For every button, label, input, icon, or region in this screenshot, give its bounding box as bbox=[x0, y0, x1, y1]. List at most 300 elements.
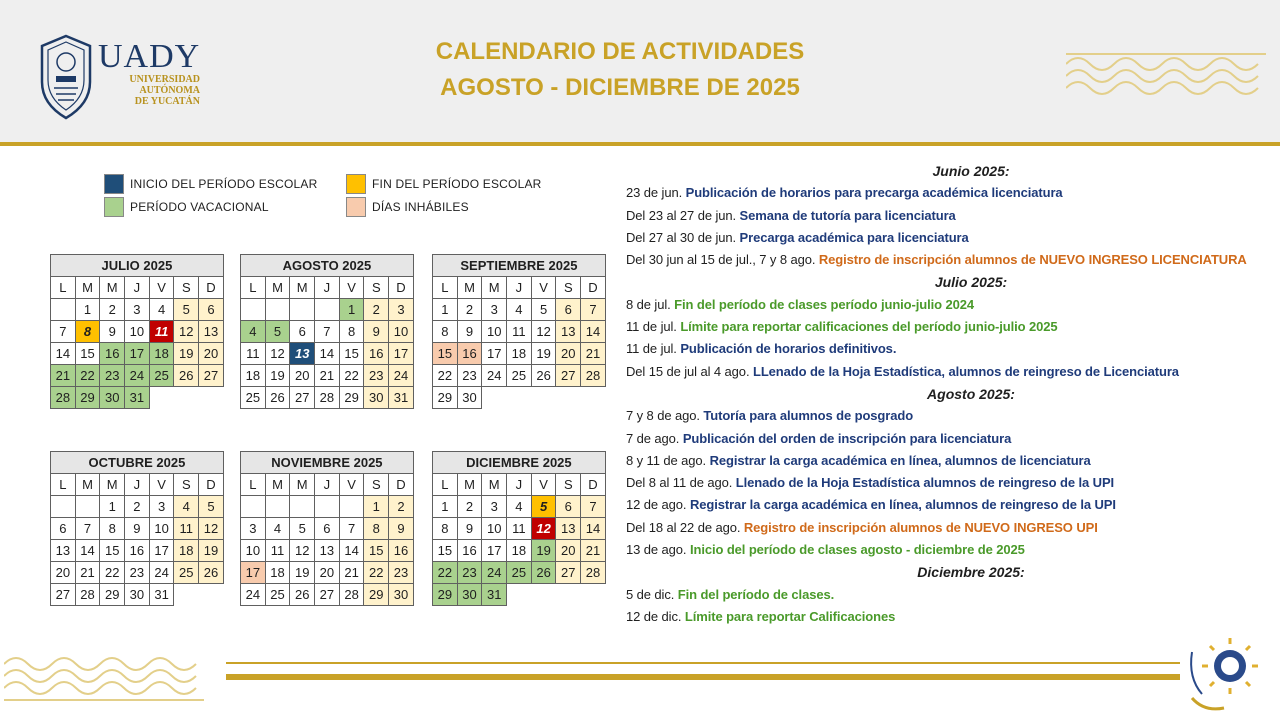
calendar-empty-cell bbox=[241, 299, 266, 321]
calendar-day: 31 bbox=[389, 387, 414, 409]
event-item bbox=[626, 450, 1276, 472]
calendar-day: 19 bbox=[174, 343, 199, 365]
calendar-6 bbox=[432, 451, 606, 606]
weekday-header: S bbox=[364, 474, 389, 496]
calendar-day: 9 bbox=[389, 518, 414, 540]
event-item bbox=[626, 494, 1276, 516]
weekday-header: V bbox=[531, 474, 556, 496]
header-divider bbox=[0, 142, 1280, 146]
calendar-day: 11 bbox=[507, 518, 532, 540]
calendar-day: 19 bbox=[265, 365, 290, 387]
event-description: Tutoría para alumnos de posgrado bbox=[703, 408, 914, 424]
event-description: Registrar la carga académica en línea, alumnos de reingreso de la UPI bbox=[689, 497, 1116, 513]
calendar-day: 31 bbox=[482, 584, 507, 606]
calendar-day: 29 bbox=[433, 584, 458, 606]
calendar-day: 6 bbox=[199, 299, 224, 321]
calendar-day: 2 bbox=[100, 299, 125, 321]
calendar-empty-cell bbox=[149, 387, 174, 409]
weekday-header: M bbox=[75, 277, 100, 299]
calendar-day: 9 bbox=[364, 321, 389, 343]
calendar-day: 8 bbox=[75, 321, 100, 343]
calendar-day: 25 bbox=[174, 562, 199, 584]
event-date: 5 de dic. bbox=[626, 586, 675, 602]
calendar-day: 7 bbox=[315, 321, 340, 343]
calendar-day: 6 bbox=[315, 518, 340, 540]
calendar-day: 3 bbox=[482, 496, 507, 518]
event-date: Del 15 de jul al 4 ago. bbox=[626, 363, 750, 379]
calendar-day: 27 bbox=[51, 584, 76, 606]
weekday-header: S bbox=[556, 474, 581, 496]
calendar-day: 5 bbox=[265, 321, 290, 343]
calendar-day: 9 bbox=[457, 518, 482, 540]
calendar-day: 24 bbox=[125, 365, 150, 387]
calendar-day: 24 bbox=[149, 562, 174, 584]
title-line-2: AGOSTO - DICIEMBRE DE 2025 bbox=[440, 74, 800, 101]
calendar-empty-cell bbox=[556, 387, 581, 409]
calendar-day: 7 bbox=[581, 496, 606, 518]
calendar-day: 13 bbox=[556, 518, 581, 540]
weekday-header: M bbox=[75, 474, 100, 496]
calendar-day: 17 bbox=[149, 540, 174, 562]
calendar-day: 21 bbox=[581, 540, 606, 562]
calendar-day: 25 bbox=[241, 387, 266, 409]
calendar-day: 21 bbox=[581, 343, 606, 365]
calendar-day: 17 bbox=[125, 343, 150, 365]
calendar-day: 21 bbox=[339, 562, 364, 584]
event-item bbox=[626, 405, 1276, 427]
calendar-empty-cell bbox=[290, 299, 315, 321]
calendar-day: 1 bbox=[433, 299, 458, 321]
calendar-day: 6 bbox=[51, 518, 76, 540]
calendar-day: 27 bbox=[556, 365, 581, 387]
calendar-day: 13 bbox=[290, 343, 315, 365]
calendar-day: 11 bbox=[241, 343, 266, 365]
event-description: Límite para reportar Calificaciones bbox=[684, 608, 896, 624]
calendar-day: 4 bbox=[507, 496, 532, 518]
calendar-day: 15 bbox=[364, 540, 389, 562]
calendar-day: 22 bbox=[364, 562, 389, 584]
calendar-day: 30 bbox=[125, 584, 150, 606]
event-description: Publicación de horarios para precarga académica licenciatura bbox=[685, 185, 1063, 201]
event-item bbox=[626, 182, 1276, 204]
calendar-day: 2 bbox=[125, 496, 150, 518]
calendar-day: 16 bbox=[389, 540, 414, 562]
weekday-header: D bbox=[199, 277, 224, 299]
calendar-day: 25 bbox=[507, 562, 532, 584]
calendar-day: 17 bbox=[241, 562, 266, 584]
calendar-day: 5 bbox=[290, 518, 315, 540]
calendar-day: 28 bbox=[581, 365, 606, 387]
event-description: Publicación de horarios definitivos. bbox=[680, 341, 897, 357]
facultad-ingenieria-seal-logo bbox=[1184, 628, 1268, 712]
calendar-day: 23 bbox=[457, 562, 482, 584]
calendar-day: 27 bbox=[315, 584, 340, 606]
event-item bbox=[626, 294, 1276, 316]
calendar-day: 11 bbox=[174, 518, 199, 540]
calendar-day: 24 bbox=[389, 365, 414, 387]
events-list bbox=[626, 160, 1276, 628]
weekday-header: M bbox=[265, 277, 290, 299]
calendar-day: 16 bbox=[125, 540, 150, 562]
brand-sub-line: UNIVERSIDAD bbox=[129, 74, 200, 85]
calendar-2 bbox=[240, 254, 414, 409]
calendar-day: 2 bbox=[389, 496, 414, 518]
weekday-header: M bbox=[290, 277, 315, 299]
calendar-empty-cell bbox=[507, 584, 532, 606]
calendar-day: 28 bbox=[339, 584, 364, 606]
uady-shield-logo bbox=[36, 32, 96, 122]
calendar-month-title: OCTUBRE 2025 bbox=[51, 452, 224, 474]
calendar-empty-cell bbox=[339, 496, 364, 518]
events-month-heading: Julio 2025: bbox=[934, 274, 1008, 291]
calendar-day: 28 bbox=[51, 387, 76, 409]
calendar-day: 29 bbox=[339, 387, 364, 409]
calendar-month-title: NOVIEMBRE 2025 bbox=[241, 452, 414, 474]
calendar-day: 31 bbox=[149, 584, 174, 606]
calendar-day: 17 bbox=[389, 343, 414, 365]
events-month-heading: Diciembre 2025: bbox=[917, 564, 1025, 581]
event-date: 8 y 11 de ago. bbox=[626, 452, 707, 468]
brand-name: UADY bbox=[98, 38, 201, 75]
calendar-day: 17 bbox=[482, 540, 507, 562]
event-date: 8 de jul. bbox=[626, 296, 671, 312]
calendar-day: 19 bbox=[290, 562, 315, 584]
calendar-day: 2 bbox=[364, 299, 389, 321]
calendar-day: 19 bbox=[531, 343, 556, 365]
calendar-day: 22 bbox=[75, 365, 100, 387]
calendar-day: 15 bbox=[100, 540, 125, 562]
calendar-day: 30 bbox=[457, 387, 482, 409]
event-item bbox=[626, 361, 1276, 383]
event-description: Registro de inscripción alumnos de NUEVO INGRESO UPI bbox=[743, 519, 1098, 535]
calendar-day: 7 bbox=[339, 518, 364, 540]
event-item bbox=[626, 472, 1276, 494]
calendar-day: 17 bbox=[482, 343, 507, 365]
calendar-day: 4 bbox=[149, 299, 174, 321]
calendar-empty-cell bbox=[75, 496, 100, 518]
event-item bbox=[626, 584, 1276, 606]
calendar-day: 12 bbox=[265, 343, 290, 365]
calendar-1 bbox=[50, 254, 224, 409]
calendar-day: 4 bbox=[174, 496, 199, 518]
calendar-month-title: DICIEMBRE 2025 bbox=[433, 452, 606, 474]
weekday-header: L bbox=[433, 474, 458, 496]
calendar-day: 26 bbox=[290, 584, 315, 606]
calendar-day: 16 bbox=[457, 540, 482, 562]
calendar-day: 10 bbox=[482, 518, 507, 540]
calendar-day: 25 bbox=[149, 365, 174, 387]
calendar-5 bbox=[240, 451, 414, 606]
calendar-day: 18 bbox=[507, 343, 532, 365]
calendar-day: 15 bbox=[433, 540, 458, 562]
calendar-day: 5 bbox=[531, 299, 556, 321]
calendar-day: 16 bbox=[457, 343, 482, 365]
calendar-day: 10 bbox=[149, 518, 174, 540]
weekday-header: J bbox=[125, 474, 150, 496]
event-date: 12 de dic. bbox=[626, 608, 682, 624]
event-description: Límite para reportar calificaciones del período junio-julio 2025 bbox=[680, 319, 1058, 335]
calendar-day: 8 bbox=[100, 518, 125, 540]
event-date: 11 de jul. bbox=[626, 341, 677, 357]
calendar-empty-cell bbox=[556, 584, 581, 606]
calendar-day: 5 bbox=[174, 299, 199, 321]
calendar-day: 10 bbox=[125, 321, 150, 343]
calendar-day: 13 bbox=[556, 321, 581, 343]
calendar-day: 19 bbox=[199, 540, 224, 562]
calendar-day: 10 bbox=[389, 321, 414, 343]
calendar-day: 18 bbox=[241, 365, 266, 387]
calendar-day: 14 bbox=[581, 518, 606, 540]
calendar-day: 14 bbox=[51, 343, 76, 365]
event-date: Del 8 al 11 de ago. bbox=[626, 475, 733, 491]
title-line-1: CALENDARIO DE ACTIVIDADES bbox=[435, 38, 805, 65]
calendar-day: 5 bbox=[531, 496, 556, 518]
calendar-day: 7 bbox=[581, 299, 606, 321]
weekday-header: L bbox=[241, 277, 266, 299]
calendar-day: 3 bbox=[241, 518, 266, 540]
calendar-day: 12 bbox=[199, 518, 224, 540]
weekday-header: S bbox=[556, 277, 581, 299]
event-description: Llenado de la Hoja Estadística alumnos de reingreso de la UPI bbox=[735, 475, 1115, 491]
event-description: Semana de tutoría para licenciatura bbox=[739, 207, 956, 223]
event-item bbox=[626, 338, 1276, 360]
legend-swatch bbox=[346, 174, 366, 194]
calendar-day: 14 bbox=[581, 321, 606, 343]
weekday-header: S bbox=[174, 277, 199, 299]
weekday-header: J bbox=[315, 474, 340, 496]
calendar-day: 15 bbox=[75, 343, 100, 365]
footer-divider-thick bbox=[226, 674, 1180, 680]
event-item bbox=[626, 249, 1276, 271]
calendar-day: 22 bbox=[433, 365, 458, 387]
weekday-header: S bbox=[364, 277, 389, 299]
calendar-day: 4 bbox=[265, 518, 290, 540]
event-item bbox=[626, 539, 1276, 561]
calendar-day: 5 bbox=[199, 496, 224, 518]
weekday-header: D bbox=[389, 277, 414, 299]
calendar-day: 1 bbox=[75, 299, 100, 321]
calendar-day: 27 bbox=[199, 365, 224, 387]
calendar-empty-cell bbox=[174, 387, 199, 409]
weekday-header: J bbox=[507, 474, 532, 496]
calendar-day: 30 bbox=[100, 387, 125, 409]
legend-inicio bbox=[104, 174, 317, 194]
calendar-day: 20 bbox=[315, 562, 340, 584]
calendar-day: 13 bbox=[315, 540, 340, 562]
weekday-header: M bbox=[482, 474, 507, 496]
weekday-header: V bbox=[149, 277, 174, 299]
calendar-day: 20 bbox=[290, 365, 315, 387]
brand bbox=[98, 40, 218, 107]
calendar-day: 4 bbox=[507, 299, 532, 321]
calendar-day: 11 bbox=[149, 321, 174, 343]
calendar-empty-cell bbox=[241, 496, 266, 518]
calendar-day: 1 bbox=[433, 496, 458, 518]
calendar-day: 23 bbox=[457, 365, 482, 387]
calendar-day: 10 bbox=[241, 540, 266, 562]
calendar-day: 26 bbox=[199, 562, 224, 584]
calendar-day: 9 bbox=[457, 321, 482, 343]
calendar-day: 1 bbox=[100, 496, 125, 518]
event-description: Precarga académica para licenciatura bbox=[739, 229, 969, 245]
calendar-day: 28 bbox=[581, 562, 606, 584]
calendar-day: 20 bbox=[51, 562, 76, 584]
calendar-month-title: JULIO 2025 bbox=[51, 255, 224, 277]
legend-inhabiles bbox=[346, 197, 469, 217]
calendar-day: 24 bbox=[241, 584, 266, 606]
calendar-day: 7 bbox=[75, 518, 100, 540]
calendar-empty-cell bbox=[265, 299, 290, 321]
event-item bbox=[626, 316, 1276, 338]
calendar-day: 18 bbox=[174, 540, 199, 562]
calendar-day: 14 bbox=[75, 540, 100, 562]
calendar-day: 11 bbox=[507, 321, 532, 343]
calendar-day: 29 bbox=[433, 387, 458, 409]
event-description: Fin del período de clases. bbox=[677, 586, 835, 602]
calendar-day: 23 bbox=[389, 562, 414, 584]
decorative-wave-pattern-icon bbox=[1066, 44, 1266, 98]
event-item bbox=[626, 606, 1276, 628]
calendar-day: 15 bbox=[339, 343, 364, 365]
brand-sub-line: DE YUCATÁN bbox=[134, 96, 200, 107]
event-date: Del 23 al 27 de jun. bbox=[626, 207, 737, 223]
page-title bbox=[330, 34, 910, 106]
calendar-day: 3 bbox=[125, 299, 150, 321]
calendar-day: 12 bbox=[174, 321, 199, 343]
event-item bbox=[626, 428, 1276, 450]
calendar-day: 29 bbox=[364, 584, 389, 606]
calendar-day: 9 bbox=[100, 321, 125, 343]
weekday-header: M bbox=[265, 474, 290, 496]
calendar-day: 21 bbox=[315, 365, 340, 387]
calendar-day: 23 bbox=[100, 365, 125, 387]
calendar-day: 20 bbox=[556, 540, 581, 562]
event-description: Fin del período de clases período junio-julio 2024 bbox=[674, 296, 974, 312]
calendar-day: 13 bbox=[199, 321, 224, 343]
calendar-day: 10 bbox=[482, 321, 507, 343]
weekday-header: M bbox=[482, 277, 507, 299]
event-item bbox=[626, 227, 1276, 249]
event-item bbox=[626, 517, 1276, 539]
legend-label: DÍAS INHÁBILES bbox=[372, 200, 469, 214]
weekday-header: J bbox=[125, 277, 150, 299]
brand-sub-line: AUTÓNOMA bbox=[139, 85, 200, 96]
calendar-day: 23 bbox=[364, 365, 389, 387]
calendar-day: 30 bbox=[364, 387, 389, 409]
weekday-header: M bbox=[457, 474, 482, 496]
calendar-day: 6 bbox=[290, 321, 315, 343]
calendar-day: 25 bbox=[265, 584, 290, 606]
calendar-day: 13 bbox=[51, 540, 76, 562]
legend-swatch bbox=[346, 197, 366, 217]
legend-label: PERÍODO VACACIONAL bbox=[130, 200, 269, 214]
calendar-day: 4 bbox=[241, 321, 266, 343]
events-month-heading: Agosto 2025: bbox=[927, 385, 1015, 402]
calendar-day: 19 bbox=[531, 540, 556, 562]
calendar-day: 2 bbox=[457, 496, 482, 518]
legend-fin bbox=[346, 174, 542, 194]
weekday-header: M bbox=[290, 474, 315, 496]
calendar-day: 9 bbox=[125, 518, 150, 540]
calendar-day: 6 bbox=[556, 299, 581, 321]
weekday-header: V bbox=[531, 277, 556, 299]
event-description: LLenado de la Hoja Estadística, alumnos de reingreso de Licenciatura bbox=[752, 363, 1179, 379]
calendar-month-title: SEPTIEMBRE 2025 bbox=[433, 255, 606, 277]
event-date: 7 y 8 de ago. bbox=[626, 408, 700, 424]
legend-label: FIN DEL PERÍODO ESCOLAR bbox=[372, 177, 542, 191]
calendar-day: 31 bbox=[125, 387, 150, 409]
calendar-empty-cell bbox=[581, 584, 606, 606]
weekday-header: D bbox=[389, 474, 414, 496]
calendar-day: 26 bbox=[531, 562, 556, 584]
calendar-day: 8 bbox=[433, 518, 458, 540]
weekday-header: L bbox=[51, 474, 76, 496]
legend-swatch bbox=[104, 174, 124, 194]
event-date: Del 27 al 30 de jun. bbox=[626, 229, 737, 245]
event-description: Registro de inscripción alumnos de NUEVO INGRESO LICENCIATURA bbox=[818, 252, 1247, 268]
weekday-header: J bbox=[315, 277, 340, 299]
calendar-3 bbox=[432, 254, 606, 409]
legend-label: INICIO DEL PERÍODO ESCOLAR bbox=[130, 177, 318, 191]
events-month-heading: Junio 2025: bbox=[932, 163, 1010, 179]
calendar-day: 28 bbox=[315, 387, 340, 409]
event-date: Del 30 jun al 15 de jul., 7 y 8 ago. bbox=[626, 252, 816, 268]
weekday-header: S bbox=[174, 474, 199, 496]
calendar-4 bbox=[50, 451, 224, 606]
event-date: 11 de jul. bbox=[626, 319, 677, 335]
calendar-empty-cell bbox=[290, 496, 315, 518]
calendar-day: 26 bbox=[531, 365, 556, 387]
event-date: 23 de jun. bbox=[626, 185, 683, 201]
weekday-header: L bbox=[51, 277, 76, 299]
calendar-day: 29 bbox=[100, 584, 125, 606]
calendar-day: 12 bbox=[531, 321, 556, 343]
weekday-header: V bbox=[339, 474, 364, 496]
weekday-header: D bbox=[199, 474, 224, 496]
calendar-day: 15 bbox=[433, 343, 458, 365]
weekday-header: V bbox=[339, 277, 364, 299]
calendar-day: 30 bbox=[457, 584, 482, 606]
calendar-day: 8 bbox=[364, 518, 389, 540]
calendar-empty-cell bbox=[51, 496, 76, 518]
calendar-empty-cell bbox=[199, 584, 224, 606]
calendar-day: 28 bbox=[75, 584, 100, 606]
weekday-header: M bbox=[100, 474, 125, 496]
calendar-day: 20 bbox=[199, 343, 224, 365]
event-item bbox=[626, 205, 1276, 227]
calendar-day: 26 bbox=[265, 387, 290, 409]
calendar-day: 23 bbox=[125, 562, 150, 584]
footer-divider-thin bbox=[226, 662, 1180, 664]
legend-swatch bbox=[104, 197, 124, 217]
weekday-header: L bbox=[241, 474, 266, 496]
event-date: 12 de ago. bbox=[626, 497, 687, 513]
calendar-day: 24 bbox=[482, 365, 507, 387]
calendar-day: 29 bbox=[75, 387, 100, 409]
calendar-day: 20 bbox=[556, 343, 581, 365]
calendar-empty-cell bbox=[315, 299, 340, 321]
weekday-header: L bbox=[433, 277, 458, 299]
event-date: 13 de ago. bbox=[626, 542, 687, 558]
calendar-day: 3 bbox=[482, 299, 507, 321]
weekday-header: J bbox=[507, 277, 532, 299]
calendar-day: 22 bbox=[339, 365, 364, 387]
header bbox=[0, 0, 1280, 142]
calendar-day: 12 bbox=[531, 518, 556, 540]
calendar-day: 30 bbox=[389, 584, 414, 606]
legend-vacacional bbox=[104, 197, 269, 217]
calendar-day: 26 bbox=[174, 365, 199, 387]
